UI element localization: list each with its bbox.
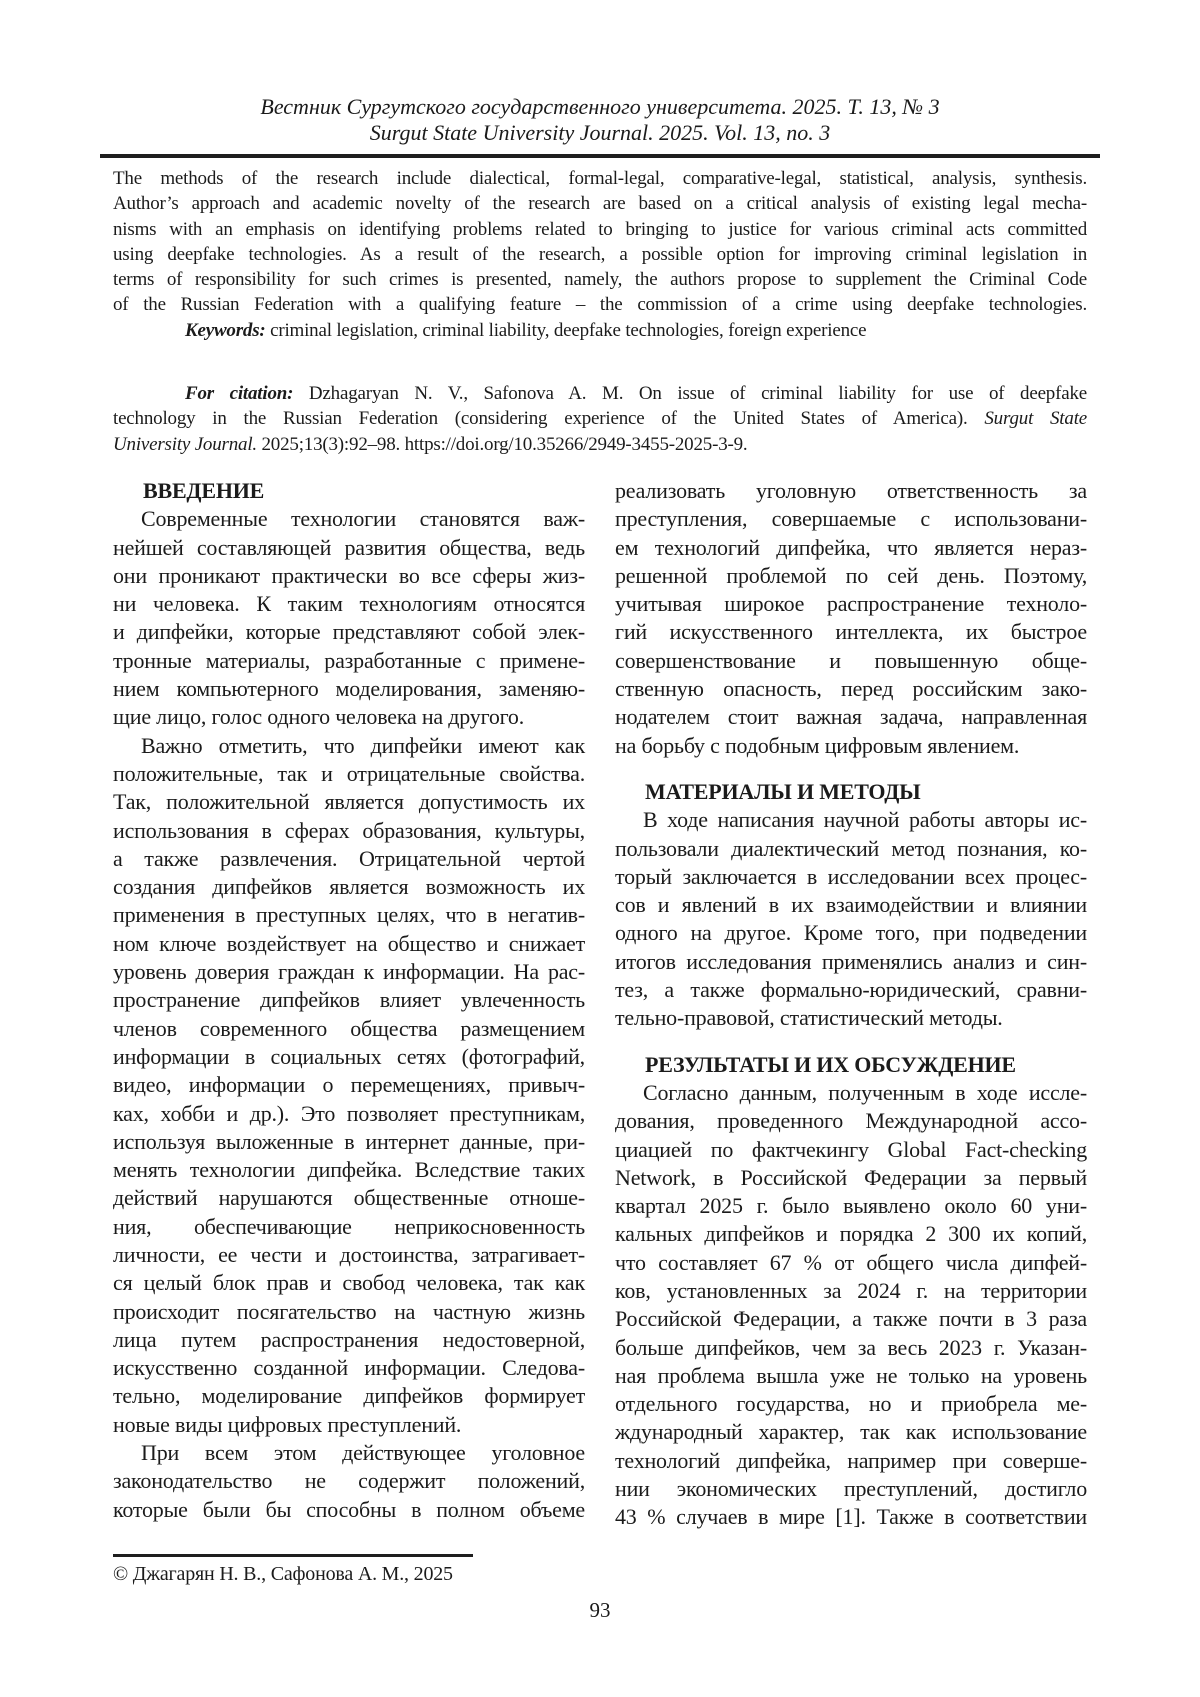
text-line: видео, информации о перемещениях, привыч- [113,1072,585,1098]
keywords-text: criminal legislation, criminal liability, deepfake technologies, foreign experience [265,319,867,341]
right-column [615,477,1087,1532]
text-line: Современные технологии становятся важ- [141,506,585,532]
text-line: Согласно данным, полученным в ходе иссле- [643,1079,1087,1105]
results-paragraph [615,1079,1087,1532]
text-line: торый заключается в исследовании всех процес- [615,863,1087,889]
text-line: которые были бы способны в полном объеме [113,1496,585,1522]
left-column [113,477,585,1532]
citation-journal-name-part2: University Journal. [113,433,257,455]
citation-text-2: technology in the Russian Federation (considering experience of the United States of America). [113,408,985,430]
journal-header [113,94,1087,146]
text-line: итогов исследования применялись анализ и син- [615,948,1087,974]
text-line: происходит посягательство на частную жизнь [113,1298,585,1324]
citation-journal-name-part1: Surgut State [984,408,1088,430]
intro-paragraph-1 [113,505,585,731]
text-line: тельно-правовой, статистический методы. [615,1005,1003,1031]
text-line: одного на другое. Кроме того, при подведении [615,920,1087,946]
text-line: положительные, так и отрицательные свойства. [113,760,585,786]
header-divider [100,154,1100,158]
text-line: личности, ее чести и достоинства, затрагивает- [113,1241,585,1267]
text-line: нием компьютерного моделирования, заменяю- [113,676,585,702]
text-line: законодательство не содержит положений, [113,1468,585,1494]
citation-line-2 [113,406,1087,431]
text-line: действий нарушаются общественные отноше- [113,1185,585,1211]
journal-title-ru: Вестник Сургутского государственного университета. 2025. Т. 13, № 3 [260,94,940,119]
text-line: ем технологий дипфейка, что является нераз- [615,534,1087,560]
methods-paragraph [615,806,1087,1032]
text-line: учитывая широкое распространение техноло- [615,591,1087,617]
text-line: и дипфейки, которые представляют собой элек- [113,619,585,645]
citation-doi-text: 2025;13(3):92–98. https://doi.org/10.35266/2949-3455-2025-3-9. [256,433,748,455]
text-line: ждународный характер, так как использование [615,1419,1087,1445]
abstract-block [113,166,1087,343]
text-line: Российской Федерации, а также почти в 3 раза [615,1306,1087,1332]
intro-paragraph-2 [113,732,585,1439]
text-line: тез, а также формально-юридический, сравни- [615,977,1087,1003]
text-line: менять технологии дипфейка. Вследствие таких [113,1157,585,1183]
text-line: ном ключе воздействует на общество и снижает [113,930,585,956]
text-line: of the Russian Federation with a qualifying feature – the commission of a crime using deepfake technologies. [113,294,1087,316]
text-line: пространение дипфейков влияет увлеченность [113,987,585,1013]
copyright-notice: © Джагарян Н. В., Сафонова А. М., 2025 [113,1562,453,1585]
text-line: а также развлечения. Отрицательной чертой [113,845,585,871]
text-line: Так, положительной является допустимость их [113,789,585,815]
text-line: ках, хобби и др.). Это позволяет преступникам, [113,1100,585,1126]
text-line: щие лицо, голос одного человека на другого. [113,704,525,730]
text-line: сов и явлений в их взаимодействии и влиянии [615,892,1087,918]
page-number: 93 [589,1597,611,1622]
citation-block [113,381,1087,457]
text-line: решенной проблемой по сей день. Поэтому, [615,562,1087,588]
two-column-body [113,477,1087,1532]
text-line: преступления, совершаемые с использовани- [615,506,1087,532]
text-line: Network, в Российской Федерации за первый [615,1164,1087,1190]
text-line: что составляет 67 % от общего числа дипфей- [615,1249,1087,1275]
text-line: ная проблема вышла уже не только на уровень [615,1362,1087,1388]
text-line: на борьбу с подобным цифровым явлением. [615,732,1020,758]
intro-paragraph-3 [113,1439,585,1524]
text-line: нодателем стоит важная задача, направленная [615,704,1087,730]
text-line: создания дипфейков является возможность их [113,874,585,900]
text-line: ственную опасность, перед российским зако- [615,676,1087,702]
text-line: 43 % случаев в мире [1]. Также в соответствии [615,1504,1087,1530]
text-line: квартал 2025 г. было выявлено около 60 уни- [615,1193,1087,1219]
citation-text-1: Dzhagaryan N. V., Safonova A. M. On issue of criminal liability for use of deepfake [293,383,1087,405]
text-line: применения в преступных целях, что в негатив- [113,902,585,928]
text-line: дования, проведенного Международной ассо- [615,1108,1087,1134]
citation-label: For citation: [185,383,294,405]
text-line: using deepfake technologies. As a result of the research, a possible option for improving criminal legislation in [113,243,1087,265]
text-line: ни человека. К таким технологиям относятся [113,591,585,617]
text-line: уровень доверия граждан к информации. На рас- [113,959,585,985]
text-line: nisms with an emphasis on identifying problems related to bringing to justice for various criminal acts committed [113,218,1087,240]
section-heading-materials-methods: МАТЕРИАЛЫ И МЕТОДЫ [645,778,921,804]
text-line: отдельного государства, но и приобрела ме- [615,1391,1087,1417]
footnote-divider [113,1554,473,1557]
text-line: они проникают практически во все сферы жиз- [113,562,585,588]
text-line: ся целый блок прав и свобод человека, так как [113,1270,585,1296]
text-line: технологий дипфейка, например при соверше- [615,1447,1087,1473]
text-line: Author’s approach and academic novelty of the research are based on a critical analysis of existing legal mecha- [113,193,1087,215]
keywords-line [113,318,1087,343]
text-line: тронные материалы, разработанные с примене- [113,647,585,673]
text-line: нейшей составляющей развития общества, ведь [113,534,585,560]
text-line: новые виды цифровых преступлений. [113,1411,462,1437]
text-line: циацией по фактчекингу Global Fact-checking [615,1136,1087,1162]
text-line: ния, обеспечивающие неприкосновенность [113,1213,585,1239]
text-line: используя выложенные в интернет данные, при- [113,1128,585,1154]
text-line: гий искусственного интеллекта, их быстрое [615,619,1087,645]
intro-paragraph-3-continuation [615,477,1087,760]
citation-line-3 [113,432,1087,457]
text-line: совершенствование и повышенную обще- [615,647,1087,673]
text-line: лица путем распространения недостоверной, [113,1326,585,1352]
text-line: искусственно созданной информации. Следова- [113,1355,585,1381]
text-line: ков, установленных за 2024 г. на территории [615,1277,1087,1303]
section-heading-introduction: ВВЕДЕНИЕ [143,477,265,503]
text-line: В ходе написания научной работы авторы ис- [643,807,1087,833]
citation-line-1 [113,381,1087,406]
text-line: использования в сферах образования, культуры, [113,817,585,843]
text-line: The methods of the research include dialectical, formal-legal, comparative-legal, statistical, analysis, synthesis. [113,168,1087,189]
text-line: Важно отметить, что дипфейки имеют как [141,732,585,758]
text-line: членов современного общества размещением [113,1015,585,1041]
text-line: информации в социальных сетях (фотографий, [113,1043,585,1069]
keywords-label: Keywords: [185,319,266,341]
text-line: нии экономических преступлений, достигло [615,1476,1087,1502]
journal-title-en: Surgut State University Journal. 2025. Vol. 13, no. 3 [369,120,831,145]
text-line: пользовали диалектический метод познания, ко- [615,835,1087,861]
abstract-paragraph [113,166,1087,318]
text-line: кальных дипфейков и порядка 2 300 их копий, [615,1221,1087,1247]
text-line: тельно, моделирование дипфейков формирует [113,1383,585,1409]
section-heading-results: РЕЗУЛЬТАТЫ И ИХ ОБСУЖДЕНИЕ [645,1051,1016,1077]
text-line: больше дипфейков, чем за весь 2023 г. Указан- [615,1334,1087,1360]
text-line: При всем этом действующее уголовное [141,1440,585,1466]
text-line: terms of responsibility for such crimes is presented, namely, the authors propose to supplement the Criminal Code [113,269,1087,291]
text-line: реализовать уголовную ответственность за [615,477,1087,503]
